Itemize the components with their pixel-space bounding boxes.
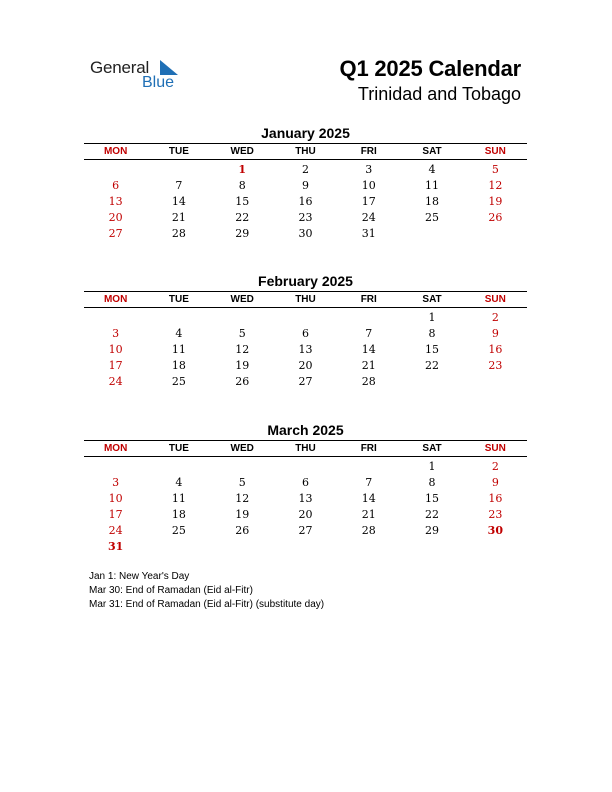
month-calendar	[84, 421, 527, 555]
day-cell: 8	[428, 327, 436, 340]
week-row	[84, 194, 527, 210]
day-cell: 5	[491, 163, 499, 176]
empty-day-cell	[84, 459, 147, 475]
empty-day-cell	[274, 459, 337, 475]
day-cell: 17	[108, 359, 123, 372]
day-cell: 2	[491, 311, 499, 324]
empty-day-cell	[147, 162, 210, 178]
day-cell: 10	[108, 492, 123, 505]
day-cell: 29	[425, 524, 440, 537]
week-row	[84, 310, 527, 326]
month-title: January 2025	[261, 125, 350, 141]
day-cell: 13	[298, 492, 313, 505]
day-cell: 17	[108, 508, 123, 521]
weekday-header: FRI	[360, 443, 377, 454]
day-cell: 5	[238, 476, 246, 489]
day-cell: 7	[365, 476, 373, 489]
empty-day-cell	[464, 539, 527, 555]
week-row	[84, 326, 527, 342]
day-cell: 8	[238, 179, 246, 192]
holiday-item: Mar 31: End of Ramadan (Eid al-Fitr) (substitute day)	[89, 599, 325, 610]
holiday-item: Mar 30: End of Ramadan (Eid al-Fitr)	[89, 585, 253, 596]
weekday-header: FRI	[360, 146, 377, 157]
weekday-header: THU	[295, 294, 316, 305]
empty-day-cell	[147, 310, 210, 326]
day-cell: 6	[301, 327, 309, 340]
day-cell: 24	[361, 211, 376, 224]
day-cell: 18	[171, 359, 186, 372]
month-days	[84, 162, 527, 242]
month-title: March 2025	[267, 422, 344, 438]
day-cell: 14	[361, 343, 376, 356]
day-cell: 23	[488, 508, 503, 521]
weekday-header-row	[84, 144, 527, 160]
holiday-list	[89, 570, 324, 612]
empty-day-cell	[84, 162, 147, 178]
day-cell: 6	[301, 476, 309, 489]
day-cell: 7	[365, 327, 373, 340]
month-days	[84, 310, 527, 390]
day-cell: 16	[298, 195, 313, 208]
day-cell: 29	[235, 227, 250, 240]
day-cell: 27	[108, 227, 123, 240]
day-cell: 8	[428, 476, 436, 489]
empty-day-cell	[337, 459, 400, 475]
day-cell: 31	[107, 540, 124, 553]
day-cell: 2	[491, 460, 499, 473]
month-days	[84, 459, 527, 555]
day-cell: 3	[112, 327, 120, 340]
week-row	[84, 507, 527, 523]
weekday-header-row	[84, 292, 527, 308]
empty-day-cell	[464, 374, 527, 390]
day-cell: 18	[171, 508, 186, 521]
day-cell: 28	[171, 227, 186, 240]
page-title: Q1 2025 Calendar	[339, 56, 521, 81]
day-cell: 11	[425, 179, 440, 192]
empty-day-cell	[400, 226, 463, 242]
week-row	[84, 178, 527, 194]
weekday-header: SUN	[484, 294, 506, 305]
day-cell: 21	[171, 211, 186, 224]
weekday-header: FRI	[360, 294, 377, 305]
weekday-header: MON	[103, 146, 128, 157]
weekday-header: SUN	[484, 146, 506, 157]
day-cell: 11	[171, 343, 186, 356]
day-cell: 24	[108, 524, 123, 537]
page-subtitle: Trinidad and Tobago	[357, 84, 521, 104]
day-cell: 26	[235, 524, 250, 537]
week-row	[84, 358, 527, 374]
day-cell: 11	[171, 492, 186, 505]
day-cell: 13	[298, 343, 313, 356]
day-cell: 28	[361, 375, 376, 388]
day-cell: 27	[298, 375, 313, 388]
weekday-header: MON	[103, 443, 128, 454]
day-cell: 30	[487, 524, 503, 537]
day-cell: 21	[361, 359, 376, 372]
logo-general-text: General	[90, 58, 150, 77]
week-row	[84, 523, 527, 539]
day-cell: 28	[361, 524, 376, 537]
logo-blue-text: Blue	[142, 74, 175, 91]
week-row	[84, 342, 527, 358]
month-calendar	[84, 124, 527, 242]
week-row	[84, 539, 527, 555]
empty-day-cell	[400, 374, 463, 390]
day-cell: 4	[175, 476, 183, 489]
day-cell: 22	[235, 211, 250, 224]
day-cell: 10	[108, 343, 123, 356]
day-cell: 21	[361, 508, 376, 521]
day-cell: 14	[171, 195, 186, 208]
empty-day-cell	[147, 459, 210, 475]
empty-day-cell	[400, 539, 463, 555]
month-calendar	[84, 272, 527, 390]
day-cell: 1	[428, 460, 436, 473]
empty-day-cell	[337, 539, 400, 555]
weekday-header: SAT	[422, 294, 442, 305]
day-cell: 12	[235, 492, 250, 505]
day-cell: 20	[108, 211, 123, 224]
day-cell: 27	[298, 524, 313, 537]
day-cell: 22	[425, 359, 440, 372]
day-cell: 25	[171, 375, 186, 388]
day-cell: 10	[361, 179, 376, 192]
day-cell: 25	[425, 211, 440, 224]
weekday-header: THU	[295, 443, 316, 454]
day-cell: 2	[301, 163, 309, 176]
week-row	[84, 162, 527, 178]
day-cell: 25	[171, 524, 186, 537]
day-cell: 7	[175, 179, 183, 192]
day-cell: 19	[235, 508, 250, 521]
empty-day-cell	[464, 226, 527, 242]
day-cell: 23	[488, 359, 503, 372]
empty-day-cell	[211, 459, 274, 475]
day-cell: 15	[425, 492, 440, 505]
day-cell: 26	[235, 375, 250, 388]
weekday-header: MON	[103, 294, 128, 305]
weekday-header: THU	[295, 146, 316, 157]
day-cell: 6	[112, 179, 120, 192]
day-cell: 5	[238, 327, 246, 340]
holiday-item: Jan 1: New Year's Day	[89, 571, 190, 582]
day-cell: 23	[298, 211, 313, 224]
day-cell: 1	[238, 163, 247, 176]
day-cell: 15	[235, 195, 250, 208]
day-cell: 4	[175, 327, 183, 340]
week-row	[84, 459, 527, 475]
week-row	[84, 226, 527, 242]
empty-day-cell	[84, 310, 147, 326]
week-row	[84, 475, 527, 491]
day-cell: 16	[488, 343, 503, 356]
empty-day-cell	[211, 310, 274, 326]
day-cell: 19	[488, 195, 503, 208]
weekday-header: TUE	[168, 294, 189, 305]
day-cell: 9	[491, 476, 499, 489]
weekday-header: WED	[230, 443, 254, 454]
day-cell: 12	[488, 179, 503, 192]
day-cell: 18	[425, 195, 440, 208]
day-cell: 3	[112, 476, 120, 489]
empty-day-cell	[147, 539, 210, 555]
weekday-header: SAT	[422, 146, 442, 157]
day-cell: 26	[488, 211, 503, 224]
weekday-header: SUN	[484, 443, 506, 454]
day-cell: 30	[298, 227, 313, 240]
day-cell: 13	[108, 195, 123, 208]
weekday-header: TUE	[168, 443, 189, 454]
weekday-header: WED	[230, 294, 254, 305]
empty-day-cell	[337, 310, 400, 326]
day-cell: 17	[361, 195, 376, 208]
week-row	[84, 374, 527, 390]
day-cell: 19	[235, 359, 250, 372]
day-cell: 1	[428, 311, 436, 324]
weekday-header: SAT	[422, 443, 442, 454]
weekday-header-row	[84, 441, 527, 457]
day-cell: 15	[425, 343, 440, 356]
day-cell: 20	[298, 508, 313, 521]
empty-day-cell	[274, 539, 337, 555]
day-cell: 3	[365, 163, 373, 176]
empty-day-cell	[211, 539, 274, 555]
day-cell: 22	[425, 508, 440, 521]
month-title: February 2025	[258, 273, 353, 289]
weekday-header: WED	[230, 146, 254, 157]
day-cell: 9	[301, 179, 309, 192]
day-cell: 16	[488, 492, 503, 505]
day-cell: 14	[361, 492, 376, 505]
week-row	[84, 210, 527, 226]
day-cell: 31	[361, 227, 376, 240]
day-cell: 9	[491, 327, 499, 340]
generalblue-logo	[90, 58, 200, 94]
day-cell: 4	[428, 163, 436, 176]
day-cell: 12	[235, 343, 250, 356]
empty-day-cell	[274, 310, 337, 326]
weekday-header: TUE	[168, 146, 189, 157]
day-cell: 24	[108, 375, 123, 388]
week-row	[84, 491, 527, 507]
day-cell: 20	[298, 359, 313, 372]
